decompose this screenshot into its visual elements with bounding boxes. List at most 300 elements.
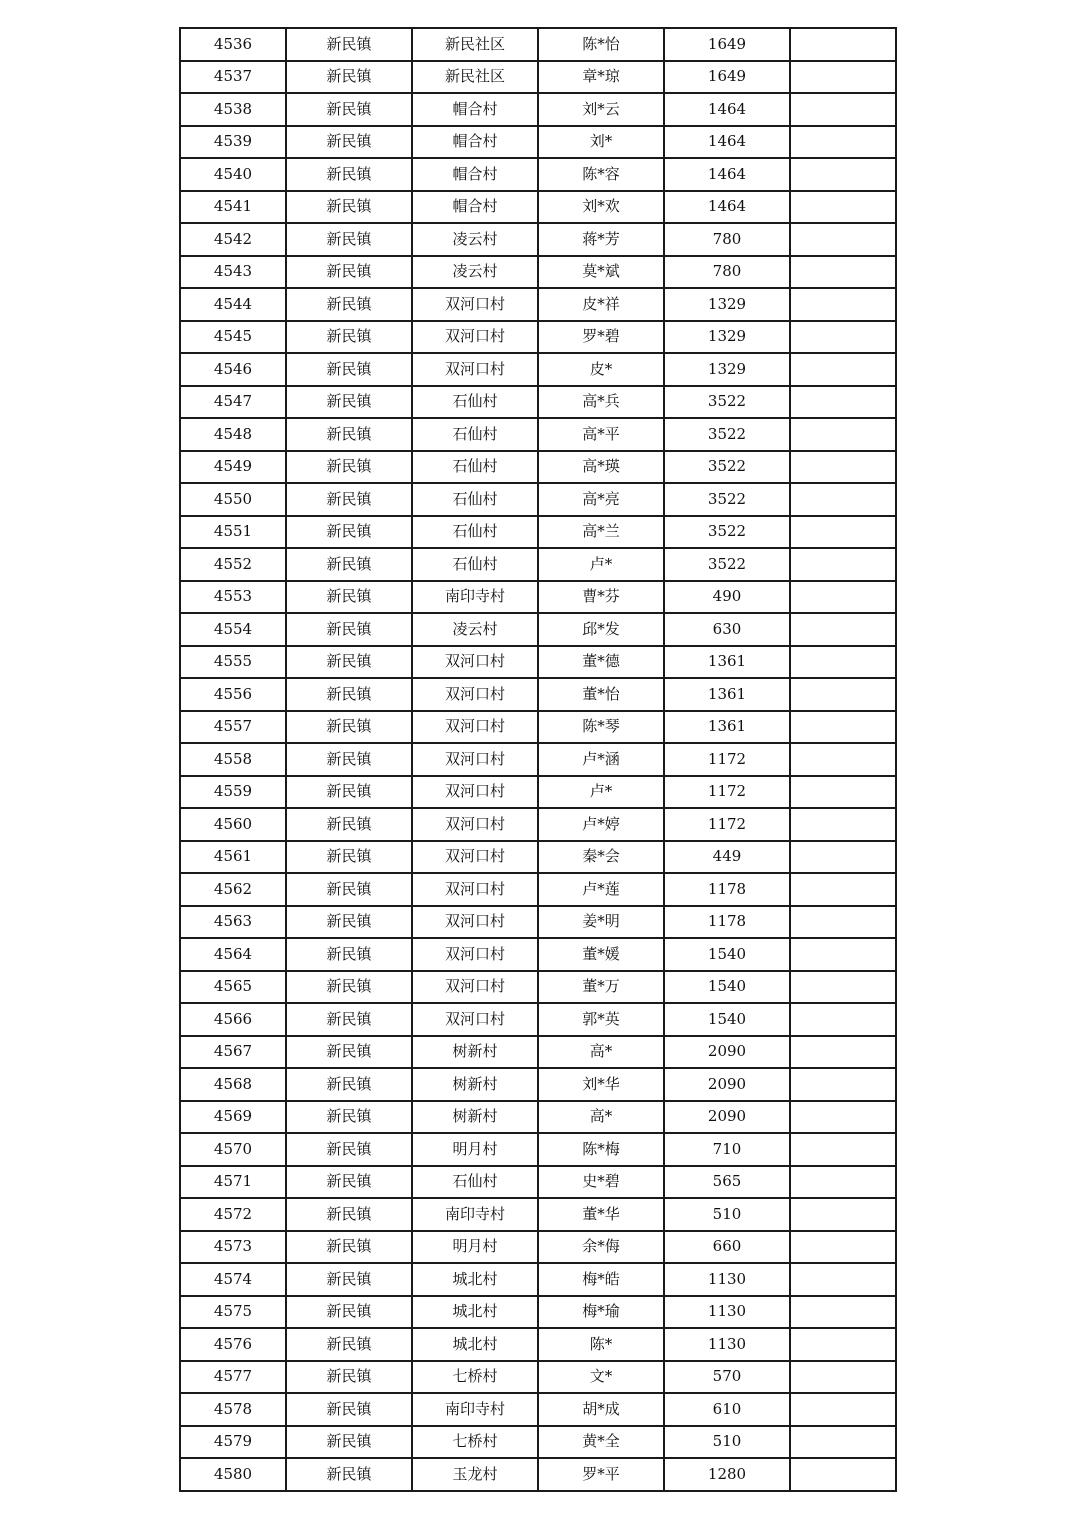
table-row	[180, 906, 896, 939]
cell-serial-number: 4566	[180, 1003, 286, 1036]
cell-town: 新民镇	[286, 386, 412, 419]
cell-serial-number: 4573	[180, 1231, 286, 1264]
cell-town: 新民镇	[286, 1361, 412, 1394]
cell-serial-number: 4561	[180, 841, 286, 874]
cell-village: 双河口村	[412, 808, 538, 841]
cell-village: 新民社区	[412, 28, 538, 61]
cell-amount: 1130	[664, 1263, 790, 1296]
cell-town: 新民镇	[286, 1393, 412, 1426]
cell-amount: 2090	[664, 1101, 790, 1134]
table-row	[180, 483, 896, 516]
table-row	[180, 1003, 896, 1036]
cell-town: 新民镇	[286, 776, 412, 809]
cell-serial-number: 4576	[180, 1328, 286, 1361]
cell-person-name: 高*兰	[538, 516, 664, 549]
cell-person-name: 高*瑛	[538, 451, 664, 484]
cell-remark	[790, 1328, 896, 1361]
cell-town: 新民镇	[286, 158, 412, 191]
cell-village: 明月村	[412, 1231, 538, 1264]
cell-person-name: 章*琼	[538, 61, 664, 94]
cell-serial-number: 4572	[180, 1198, 286, 1231]
cell-serial-number: 4551	[180, 516, 286, 549]
cell-village: 帽合村	[412, 158, 538, 191]
cell-serial-number: 4563	[180, 906, 286, 939]
table-row	[180, 776, 896, 809]
cell-village: 凌云村	[412, 613, 538, 646]
cell-town: 新民镇	[286, 581, 412, 614]
cell-person-name: 罗*平	[538, 1458, 664, 1491]
cell-amount: 610	[664, 1393, 790, 1426]
table-row	[180, 873, 896, 906]
cell-person-name: 蒋*芳	[538, 223, 664, 256]
cell-village: 七桥村	[412, 1361, 538, 1394]
cell-remark	[790, 126, 896, 159]
table-row	[180, 1198, 896, 1231]
table-row	[180, 1231, 896, 1264]
cell-serial-number: 4541	[180, 191, 286, 224]
cell-person-name: 黄*全	[538, 1426, 664, 1459]
cell-remark	[790, 646, 896, 679]
cell-person-name: 卢*	[538, 548, 664, 581]
table-row	[180, 678, 896, 711]
table-row	[180, 841, 896, 874]
cell-town: 新民镇	[286, 841, 412, 874]
cell-serial-number: 4577	[180, 1361, 286, 1394]
cell-amount: 449	[664, 841, 790, 874]
table-row	[180, 1296, 896, 1329]
cell-serial-number: 4567	[180, 1036, 286, 1069]
cell-person-name: 董*万	[538, 971, 664, 1004]
cell-serial-number: 4560	[180, 808, 286, 841]
cell-serial-number: 4556	[180, 678, 286, 711]
cell-amount: 1464	[664, 126, 790, 159]
cell-amount: 1280	[664, 1458, 790, 1491]
cell-remark	[790, 386, 896, 419]
cell-town: 新民镇	[286, 1133, 412, 1166]
cell-serial-number: 4562	[180, 873, 286, 906]
cell-serial-number: 4548	[180, 418, 286, 451]
cell-village: 双河口村	[412, 711, 538, 744]
cell-village: 石仙村	[412, 1166, 538, 1199]
cell-town: 新民镇	[286, 1166, 412, 1199]
cell-remark	[790, 191, 896, 224]
cell-amount: 1649	[664, 61, 790, 94]
cell-village: 新民社区	[412, 61, 538, 94]
subsidy-table	[179, 27, 897, 1492]
cell-remark	[790, 548, 896, 581]
cell-amount: 1172	[664, 776, 790, 809]
cell-person-name: 卢*涵	[538, 743, 664, 776]
cell-serial-number: 4580	[180, 1458, 286, 1491]
cell-town: 新民镇	[286, 223, 412, 256]
cell-town: 新民镇	[286, 1231, 412, 1264]
cell-person-name: 刘*华	[538, 1068, 664, 1101]
cell-serial-number: 4549	[180, 451, 286, 484]
cell-amount: 510	[664, 1426, 790, 1459]
cell-remark	[790, 223, 896, 256]
table-row	[180, 61, 896, 94]
cell-town: 新民镇	[286, 1003, 412, 1036]
cell-amount: 1361	[664, 711, 790, 744]
table-row	[180, 386, 896, 419]
cell-remark	[790, 353, 896, 386]
table-row	[180, 808, 896, 841]
table-row	[180, 971, 896, 1004]
cell-amount: 1130	[664, 1296, 790, 1329]
cell-person-name: 高*兵	[538, 386, 664, 419]
cell-person-name: 皮*祥	[538, 288, 664, 321]
cell-village: 双河口村	[412, 678, 538, 711]
cell-village: 石仙村	[412, 548, 538, 581]
cell-town: 新民镇	[286, 191, 412, 224]
cell-serial-number: 4564	[180, 938, 286, 971]
cell-serial-number: 4559	[180, 776, 286, 809]
cell-amount: 3522	[664, 483, 790, 516]
table-row	[180, 613, 896, 646]
cell-serial-number: 4546	[180, 353, 286, 386]
cell-town: 新民镇	[286, 1296, 412, 1329]
cell-village: 石仙村	[412, 418, 538, 451]
table-row	[180, 1036, 896, 1069]
cell-person-name: 罗*碧	[538, 321, 664, 354]
cell-town: 新民镇	[286, 743, 412, 776]
cell-person-name: 高*	[538, 1101, 664, 1134]
cell-remark	[790, 743, 896, 776]
table-body	[180, 28, 896, 1491]
cell-person-name: 史*碧	[538, 1166, 664, 1199]
cell-village: 双河口村	[412, 1003, 538, 1036]
cell-person-name: 梅*皓	[538, 1263, 664, 1296]
cell-town: 新民镇	[286, 808, 412, 841]
cell-amount: 3522	[664, 451, 790, 484]
table-row	[180, 516, 896, 549]
cell-remark	[790, 28, 896, 61]
cell-serial-number: 4550	[180, 483, 286, 516]
cell-amount: 1540	[664, 1003, 790, 1036]
cell-village: 明月村	[412, 1133, 538, 1166]
cell-serial-number: 4537	[180, 61, 286, 94]
cell-remark	[790, 1458, 896, 1491]
table-row	[180, 28, 896, 61]
cell-serial-number: 4536	[180, 28, 286, 61]
cell-village: 双河口村	[412, 743, 538, 776]
table-row	[180, 1133, 896, 1166]
cell-remark	[790, 873, 896, 906]
cell-remark	[790, 613, 896, 646]
cell-amount: 1540	[664, 971, 790, 1004]
cell-amount: 1361	[664, 646, 790, 679]
cell-amount: 510	[664, 1198, 790, 1231]
cell-remark	[790, 1133, 896, 1166]
cell-town: 新民镇	[286, 256, 412, 289]
cell-remark	[790, 1166, 896, 1199]
table-row	[180, 581, 896, 614]
cell-serial-number: 4570	[180, 1133, 286, 1166]
cell-serial-number: 4569	[180, 1101, 286, 1134]
cell-serial-number: 4575	[180, 1296, 286, 1329]
cell-remark	[790, 1198, 896, 1231]
cell-remark	[790, 93, 896, 126]
cell-person-name: 余*侮	[538, 1231, 664, 1264]
cell-amount: 1172	[664, 743, 790, 776]
cell-remark	[790, 776, 896, 809]
cell-serial-number: 4543	[180, 256, 286, 289]
table-row	[180, 451, 896, 484]
cell-person-name: 董*怡	[538, 678, 664, 711]
cell-serial-number: 4579	[180, 1426, 286, 1459]
cell-amount: 1172	[664, 808, 790, 841]
cell-town: 新民镇	[286, 93, 412, 126]
cell-person-name: 梅*瑜	[538, 1296, 664, 1329]
cell-person-name: 刘*欢	[538, 191, 664, 224]
cell-town: 新民镇	[286, 1458, 412, 1491]
cell-village: 帽合村	[412, 93, 538, 126]
cell-amount: 1540	[664, 938, 790, 971]
table-row	[180, 288, 896, 321]
cell-amount: 1464	[664, 191, 790, 224]
cell-amount: 3522	[664, 548, 790, 581]
cell-person-name: 胡*成	[538, 1393, 664, 1426]
cell-person-name: 陈*琴	[538, 711, 664, 744]
cell-town: 新民镇	[286, 646, 412, 679]
cell-serial-number: 4553	[180, 581, 286, 614]
cell-village: 南印寺村	[412, 1198, 538, 1231]
cell-person-name: 卢*	[538, 776, 664, 809]
cell-village: 石仙村	[412, 483, 538, 516]
cell-person-name: 高*亮	[538, 483, 664, 516]
cell-person-name: 秦*会	[538, 841, 664, 874]
cell-person-name: 皮*	[538, 353, 664, 386]
cell-village: 树新村	[412, 1068, 538, 1101]
cell-amount: 3522	[664, 386, 790, 419]
cell-amount: 1130	[664, 1328, 790, 1361]
cell-amount: 710	[664, 1133, 790, 1166]
cell-town: 新民镇	[286, 61, 412, 94]
table-row	[180, 158, 896, 191]
cell-person-name: 卢*莲	[538, 873, 664, 906]
table-row	[180, 1328, 896, 1361]
table-row	[180, 256, 896, 289]
cell-amount: 630	[664, 613, 790, 646]
cell-remark	[790, 938, 896, 971]
cell-remark	[790, 581, 896, 614]
cell-amount: 780	[664, 256, 790, 289]
cell-village: 双河口村	[412, 938, 538, 971]
table-row	[180, 938, 896, 971]
cell-serial-number: 4545	[180, 321, 286, 354]
table-row	[180, 418, 896, 451]
cell-person-name: 高*平	[538, 418, 664, 451]
cell-village: 双河口村	[412, 321, 538, 354]
table-row	[180, 353, 896, 386]
cell-remark	[790, 1426, 896, 1459]
cell-town: 新民镇	[286, 678, 412, 711]
cell-remark	[790, 1003, 896, 1036]
cell-village: 石仙村	[412, 451, 538, 484]
cell-amount: 570	[664, 1361, 790, 1394]
cell-serial-number: 4544	[180, 288, 286, 321]
cell-serial-number: 4578	[180, 1393, 286, 1426]
cell-person-name: 董*德	[538, 646, 664, 679]
cell-amount: 660	[664, 1231, 790, 1264]
cell-village: 双河口村	[412, 971, 538, 1004]
cell-serial-number: 4558	[180, 743, 286, 776]
cell-person-name: 邱*发	[538, 613, 664, 646]
cell-amount: 2090	[664, 1068, 790, 1101]
cell-village: 双河口村	[412, 873, 538, 906]
cell-amount: 1178	[664, 906, 790, 939]
cell-remark	[790, 451, 896, 484]
table-row	[180, 1426, 896, 1459]
cell-town: 新民镇	[286, 906, 412, 939]
cell-person-name: 陈*容	[538, 158, 664, 191]
cell-amount: 3522	[664, 418, 790, 451]
cell-remark	[790, 1393, 896, 1426]
cell-person-name: 陈*怡	[538, 28, 664, 61]
cell-village: 南印寺村	[412, 581, 538, 614]
cell-town: 新民镇	[286, 1101, 412, 1134]
cell-serial-number: 4557	[180, 711, 286, 744]
cell-amount: 1361	[664, 678, 790, 711]
cell-person-name: 董*华	[538, 1198, 664, 1231]
cell-town: 新民镇	[286, 483, 412, 516]
cell-remark	[790, 288, 896, 321]
cell-village: 城北村	[412, 1296, 538, 1329]
cell-amount: 490	[664, 581, 790, 614]
cell-serial-number: 4539	[180, 126, 286, 159]
cell-village: 凌云村	[412, 223, 538, 256]
cell-village: 帽合村	[412, 126, 538, 159]
cell-town: 新民镇	[286, 1036, 412, 1069]
cell-remark	[790, 321, 896, 354]
cell-village: 石仙村	[412, 516, 538, 549]
cell-remark	[790, 61, 896, 94]
cell-town: 新民镇	[286, 126, 412, 159]
cell-serial-number: 4547	[180, 386, 286, 419]
cell-remark	[790, 418, 896, 451]
cell-town: 新民镇	[286, 971, 412, 1004]
cell-amount: 1329	[664, 288, 790, 321]
cell-amount: 1649	[664, 28, 790, 61]
table-row	[180, 1068, 896, 1101]
cell-town: 新民镇	[286, 873, 412, 906]
cell-village: 双河口村	[412, 841, 538, 874]
cell-amount: 1329	[664, 321, 790, 354]
cell-person-name: 莫*斌	[538, 256, 664, 289]
cell-serial-number: 4554	[180, 613, 286, 646]
cell-town: 新民镇	[286, 28, 412, 61]
cell-village: 玉龙村	[412, 1458, 538, 1491]
cell-town: 新民镇	[286, 516, 412, 549]
cell-amount: 2090	[664, 1036, 790, 1069]
cell-amount: 565	[664, 1166, 790, 1199]
cell-town: 新民镇	[286, 1328, 412, 1361]
table-row	[180, 743, 896, 776]
cell-town: 新民镇	[286, 321, 412, 354]
cell-town: 新民镇	[286, 711, 412, 744]
cell-person-name: 曹*芬	[538, 581, 664, 614]
table-row	[180, 126, 896, 159]
cell-person-name: 卢*婷	[538, 808, 664, 841]
table-row	[180, 93, 896, 126]
cell-serial-number: 4552	[180, 548, 286, 581]
cell-remark	[790, 1036, 896, 1069]
cell-remark	[790, 808, 896, 841]
cell-person-name: 刘*	[538, 126, 664, 159]
cell-person-name: 刘*云	[538, 93, 664, 126]
cell-remark	[790, 906, 896, 939]
table-row	[180, 711, 896, 744]
table-row	[180, 646, 896, 679]
cell-remark	[790, 1263, 896, 1296]
cell-amount: 3522	[664, 516, 790, 549]
cell-remark	[790, 971, 896, 1004]
cell-person-name: 姜*明	[538, 906, 664, 939]
cell-town: 新民镇	[286, 288, 412, 321]
table-row	[180, 223, 896, 256]
table-row	[180, 548, 896, 581]
cell-village: 七桥村	[412, 1426, 538, 1459]
cell-village: 南印寺村	[412, 1393, 538, 1426]
cell-serial-number: 4571	[180, 1166, 286, 1199]
cell-remark	[790, 1101, 896, 1134]
cell-village: 帽合村	[412, 191, 538, 224]
cell-village: 双河口村	[412, 353, 538, 386]
cell-person-name: 高*	[538, 1036, 664, 1069]
cell-village: 双河口村	[412, 906, 538, 939]
table-row	[180, 1166, 896, 1199]
cell-village: 凌云村	[412, 256, 538, 289]
cell-serial-number: 4565	[180, 971, 286, 1004]
cell-serial-number: 4542	[180, 223, 286, 256]
table-row	[180, 191, 896, 224]
cell-remark	[790, 1361, 896, 1394]
cell-remark	[790, 711, 896, 744]
table-row	[180, 1393, 896, 1426]
cell-town: 新民镇	[286, 613, 412, 646]
cell-town: 新民镇	[286, 938, 412, 971]
cell-remark	[790, 256, 896, 289]
cell-serial-number: 4574	[180, 1263, 286, 1296]
cell-person-name: 郭*英	[538, 1003, 664, 1036]
cell-remark	[790, 483, 896, 516]
cell-village: 石仙村	[412, 386, 538, 419]
cell-serial-number: 4540	[180, 158, 286, 191]
cell-serial-number: 4538	[180, 93, 286, 126]
cell-village: 双河口村	[412, 776, 538, 809]
cell-remark	[790, 841, 896, 874]
cell-remark	[790, 1296, 896, 1329]
cell-remark	[790, 516, 896, 549]
cell-town: 新民镇	[286, 1068, 412, 1101]
cell-amount: 1329	[664, 353, 790, 386]
cell-person-name: 陈*	[538, 1328, 664, 1361]
cell-serial-number: 4568	[180, 1068, 286, 1101]
cell-person-name: 董*媛	[538, 938, 664, 971]
cell-remark	[790, 1231, 896, 1264]
cell-town: 新民镇	[286, 1263, 412, 1296]
table-row	[180, 1101, 896, 1134]
cell-town: 新民镇	[286, 353, 412, 386]
cell-amount: 1464	[664, 93, 790, 126]
cell-remark	[790, 1068, 896, 1101]
cell-village: 城北村	[412, 1263, 538, 1296]
table-row	[180, 321, 896, 354]
cell-town: 新民镇	[286, 548, 412, 581]
cell-village: 树新村	[412, 1101, 538, 1134]
table-row	[180, 1263, 896, 1296]
table-row	[180, 1361, 896, 1394]
